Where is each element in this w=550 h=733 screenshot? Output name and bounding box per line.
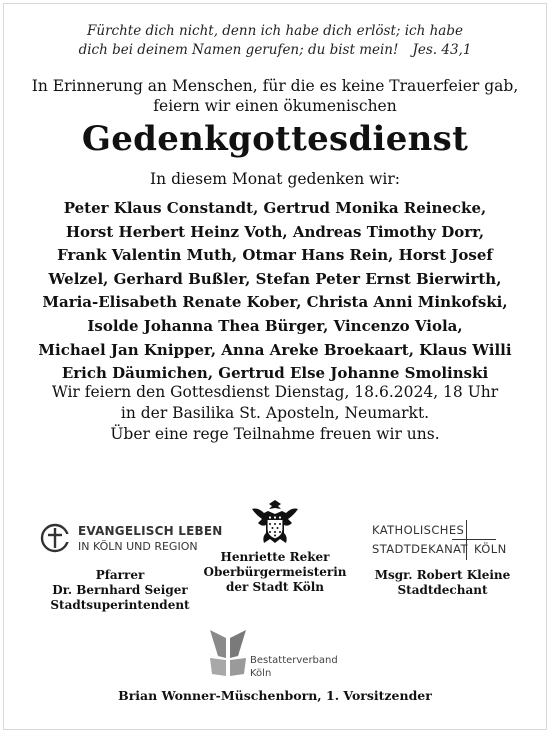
names-line: Maria-Elisabeth Renate Kober, Christa Anni Minkofski,	[42, 293, 508, 312]
cross-circle-icon	[40, 520, 72, 556]
service-line-1: Wir feiern den Gottesdienst Dienstag, 18.6.2024, 18 Uhr	[51, 383, 499, 401]
katholisch-signature	[355, 568, 530, 598]
cross-horizontal-bar	[452, 539, 496, 540]
bestatter-line-1: Bestatterverband	[250, 655, 338, 666]
evangelisch-logo	[40, 520, 223, 556]
intro-text	[0, 76, 550, 116]
verse-line-2-text: dich bei deinem Namen gerufen; du bist mein!	[78, 42, 399, 58]
katholisch-name: Msgr. Robert Kleine	[374, 568, 511, 582]
butterfly-logo-icon	[208, 628, 248, 678]
stadt-title-1: Oberbürgermeisterin	[203, 565, 347, 579]
intro-line-1: In Erinnerung an Menschen, für die es keine Trauerfeier gab,	[31, 77, 519, 95]
names-list	[30, 197, 520, 386]
service-line-2: in der Basilika St. Aposteln, Neumarkt.	[120, 404, 430, 422]
stadt-signature	[195, 550, 355, 595]
evangelisch-title: Stadtsuperintendent	[50, 598, 190, 612]
bestatter-logo-text	[250, 654, 338, 680]
stadt-name: Henriette Reker	[220, 550, 330, 564]
verse-reference: Jes. 43,1	[412, 42, 472, 58]
bestatter-line-2: Köln	[250, 668, 272, 679]
evangelisch-role: Pfarrer	[95, 568, 145, 582]
names-line: Frank Valentin Muth, Otmar Hans Rein, Horst Josef	[57, 246, 493, 265]
evangelisch-logo-line-1: EVANGELISCH LEBEN	[78, 524, 223, 538]
names-line: Welzel, Gerhard Bußler, Stefan Peter Ernst Bierwirth,	[48, 269, 502, 288]
footer-signature: Brian Wonner-Müschenborn, 1. Vorsitzender	[118, 688, 432, 703]
evangelisch-signature	[20, 568, 220, 613]
evangelisch-logo-line-2: IN KÖLN UND REGION	[78, 540, 198, 553]
cologne-coat-of-arms-icon	[248, 497, 302, 547]
bible-verse	[0, 22, 550, 60]
names-line: Michael Jan Knipper, Anna Areke Broekaart, Klaus Willi	[38, 340, 512, 359]
katholisch-logo	[372, 520, 532, 560]
katholisch-logo-line-1: KATHOLISCHES	[372, 523, 465, 537]
names-line: Isolde Johanna Thea Bürger, Vincenzo Viola,	[87, 316, 463, 335]
verse-line-2	[0, 41, 550, 60]
katholisch-logo-line-3: KÖLN	[474, 542, 507, 556]
stadt-title-2: der Stadt Köln	[225, 580, 325, 594]
service-info	[0, 382, 550, 445]
names-line: Horst Herbert Heinz Voth, Andreas Timothy Dorr,	[65, 222, 485, 241]
verse-line-1: Fürchte dich nicht, denn ich habe dich erlöst; ich habe	[87, 23, 463, 39]
subtitle: In diesem Monat gedenken wir:	[150, 170, 400, 188]
katholisch-title: Stadtdechant	[397, 583, 488, 597]
service-line-3: Über eine rege Teilnahme freuen wir uns.	[110, 425, 440, 443]
katholisch-logo-line-2: STADTDEKANAT	[372, 542, 468, 556]
evangelisch-name: Dr. Bernhard Seiger	[52, 583, 188, 597]
page-title: Gedenkgottesdienst	[81, 119, 469, 159]
names-line: Peter Klaus Constandt, Gertrud Monika Reinecke,	[63, 199, 487, 217]
names-line: Erich Däumichen, Gertrud Else Johanne Smolinski	[61, 364, 489, 383]
intro-line-2: feiern wir einen ökumenischen	[153, 97, 397, 115]
